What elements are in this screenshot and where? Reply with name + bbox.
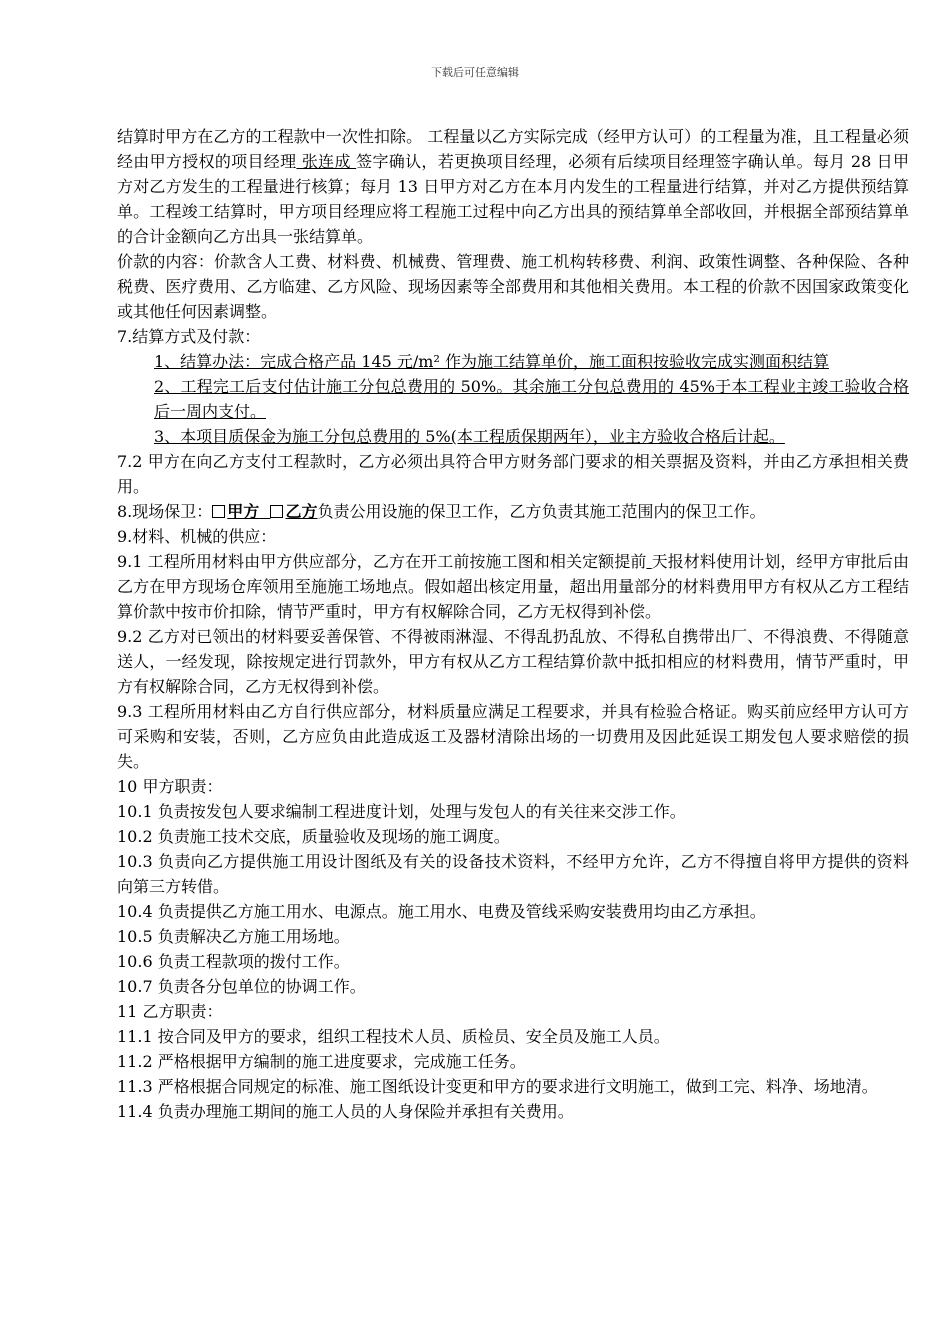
section-10-3: 10.3 负责向乙方提供施工用设计图纸及有关的设备技术资料，不经甲方允许，乙方不得擅自将甲方提供的资料向第三方转借。 — [117, 852, 909, 896]
section-7-2: 7.2 甲方在向乙方支付工程款时，乙方必须出具符合甲方财务部门要求的相关票据及资料，并由乙方承担相关费用。 — [117, 452, 909, 496]
paragraph-price-content: 价款的内容：价款含人工费、材料费、机械费、管理费、施工机构转移费、利润、政策性调整、各种保险、各种税费、医疗费用、乙方临建、乙方风险、现场因素等全部费用和其他相关费用。本工程的价款不因国家政策变化或其他任何因素调整。 — [117, 252, 909, 321]
section-11-1: 11.1 按合同及甲方的要求，组织工程技术人员、质检员、安全员及施工人员。 — [117, 1027, 670, 1046]
section-10-4: 10.4 负责提供乙方施工用水、电源点。施工用水、电费及管线采购安装费用均由乙方承担。 — [117, 902, 766, 921]
section-7-heading: 7.结算方式及付款： — [117, 327, 261, 346]
section-10-1: 10.1 负责按发包人要求编制工程进度计划，处理与发包人的有关往来交涉工作。 — [117, 802, 686, 821]
checkbox-icon — [270, 505, 283, 518]
section-11-3: 11.3 严格根据合同规定的标准、施工图纸设计变更和甲方的要求进行文明施工，做到工完、料净、场地清。 — [117, 1077, 878, 1096]
settlement-text: 结算时甲方在乙方的工程款中一次性扣除。 工程量以乙方实际完成（经甲方认可）的工程量为准，且工程量必须经由甲方授权的项目经理 — [117, 127, 909, 171]
option-party-a-label: 甲方 — [227, 502, 260, 521]
payment-item-3: 3、本项目质保金为施工分包总费用的 5%(本工程质保期两年），业主方验收合格后计起。 — [154, 427, 785, 446]
section-9-2: 9.2 乙方对已领出的材料要妥善保管、不得被雨淋湿、不得乱扔乱放、不得私自携带出厂、不得浪费、不得随意送人，一经发现，除按规定进行罚款外，甲方有权从乙方工程结算价款中抵扣相应的材料费用，情节严重时，甲方有权解除合同，乙方无权得到补偿。 — [117, 627, 909, 696]
section-9-1 — [117, 549, 909, 624]
settlement-text-cont: 签字确认，若更换项目经理，必须有后续项目经理签字确认单。每月 28 日甲方对乙方发生的工程量进行核算；每月 13 日甲方对乙方在本月内发生的工程量进行结算，并对乙方提供预结算单。工程竣工结算时，甲方项目经理应将工程施工过程中向乙方出具的预结算单全部收回，并根据全部预结算单的合计金额向乙方出具一张结算单。 — [117, 152, 909, 246]
section-10-6: 10.6 负责工程款项的拨付工作。 — [117, 952, 350, 971]
section-8-text: 负责公用设施的保卫工作，乙方负责其施工范围内的保卫工作。 — [317, 502, 766, 521]
section-11-heading: 11 乙方职责： — [117, 1002, 223, 1021]
section-9-1-text: 9.1 工程所用材料由甲方供应部分，乙方在开工前按施工图和相关定额提前 — [117, 552, 647, 571]
option-party-a[interactable] — [212, 502, 259, 521]
checkbox-icon — [212, 505, 225, 518]
option-party-b[interactable] — [259, 502, 317, 521]
option-party-b-label: 乙方 — [285, 502, 318, 521]
section-11-2: 11.2 严格根据甲方编制的施工进度要求，完成施工任务。 — [117, 1052, 526, 1071]
section-9-3: 9.3 工程所用材料由乙方自行供应部分，材料质量应满足工程要求，并具有检验合格证。购买前应经甲方认可方可采购和安装，否则，乙方应负由此造成返工及器材清除出场的一切费用及因此延误工期发包人要求赔偿的损失。 — [117, 702, 909, 771]
section-9-1-text-cont: 天报材料使用计划，经甲方审批后由乙方在甲方现场仓库领用至施施工场地点。假如超出核定用量，超出用量部分的材料费用甲方有权从乙方工程结算价款中按市价扣除，情节严重时，甲方有权解除合同，乙方无权得到补偿。 — [117, 552, 909, 621]
project-manager-name: 张连成 — [296, 152, 357, 171]
section-8 — [117, 499, 909, 524]
section-10-5: 10.5 负责解决乙方施工用场地。 — [117, 927, 350, 946]
paragraph-settlement — [117, 124, 909, 249]
section-10-heading: 10 甲方职责： — [117, 777, 223, 796]
section-8-label: 8.现场保卫： — [117, 502, 213, 521]
section-11-4: 11.4 负责办理施工期间的施工人员的人身保险并承担有关费用。 — [117, 1102, 574, 1121]
payment-item-2: 2、工程完工后支付估计施工分包总费用的 50%。其余施工分包总费用的 45%于本工程业主竣工验收合格后一周内支付。 — [154, 377, 909, 421]
document-body — [117, 124, 909, 1124]
payment-item-1: 1、结算办法：完成合格产品 145 元/m² 作为施工结算单价，施工面积按验收完成实测面积结算 — [154, 352, 829, 371]
section-9-heading: 9.材料、机械的供应： — [117, 527, 277, 546]
page-header: 下载后可任意编辑 — [431, 66, 519, 79]
section-10-2: 10.2 负责施工技术交底，质量验收及现场的施工调度。 — [117, 827, 510, 846]
section-10-7: 10.7 负责各分包单位的协调工作。 — [117, 977, 366, 996]
